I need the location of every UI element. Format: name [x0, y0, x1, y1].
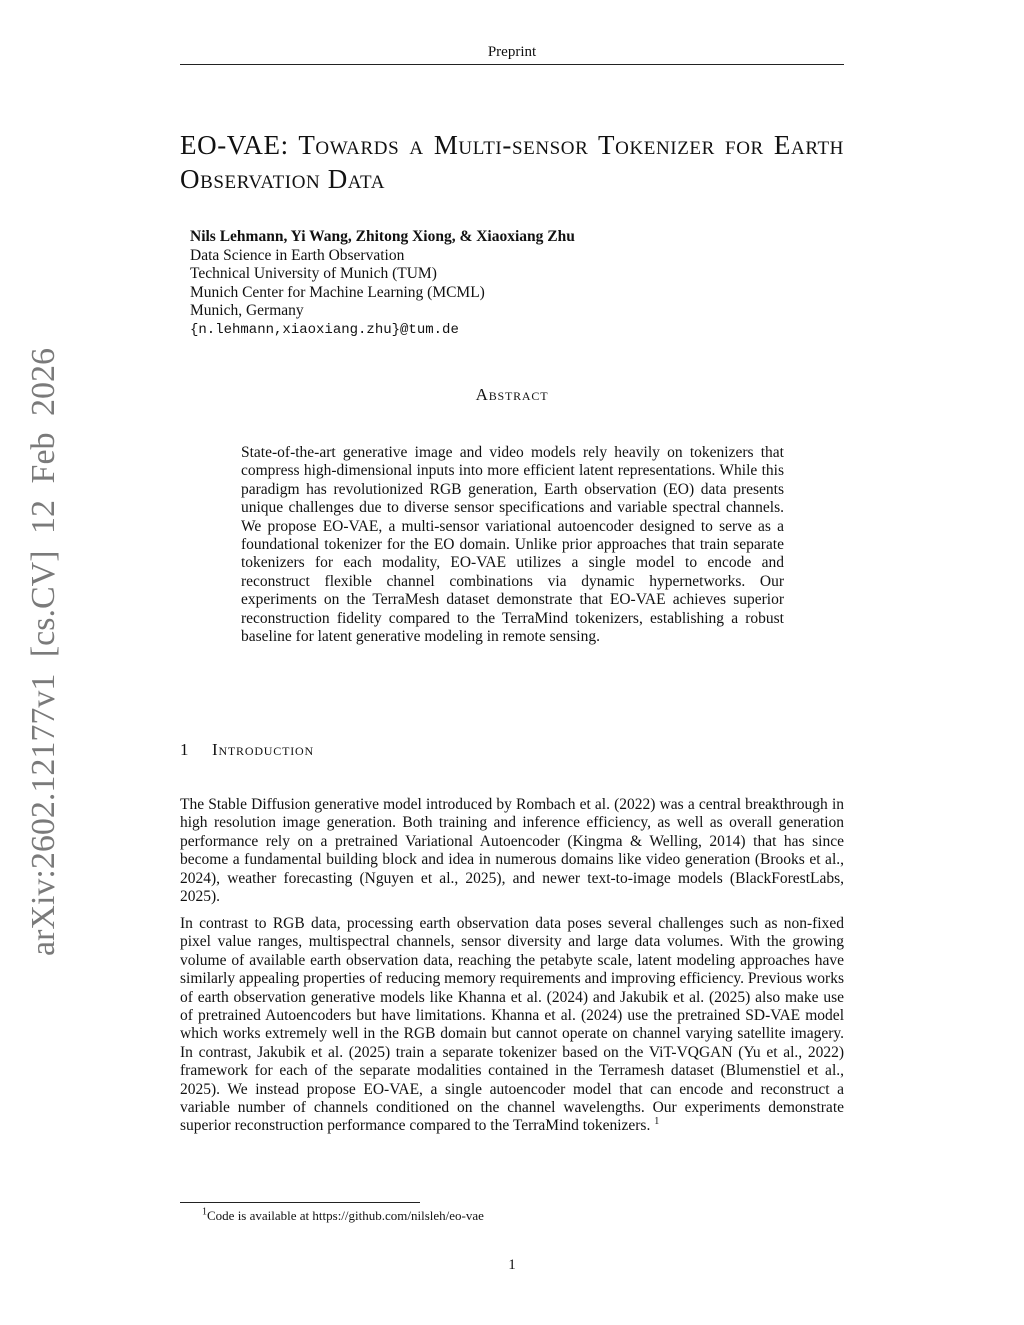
author-names: Nils Lehmann, Yi Wang, Zhitong Xiong, & Xiaoxiang Zhu: [190, 228, 575, 245]
running-header: Preprint: [180, 44, 844, 65]
affiliation-line: Data Science in Earth Observation: [190, 246, 405, 264]
footnote-divider: [180, 1202, 420, 1203]
footnote-mark: 1: [202, 1206, 207, 1218]
section-heading-introduction: [180, 740, 844, 760]
abstract-heading: Abstract: [475, 385, 549, 404]
intro-paragraph-2: [180, 915, 844, 1136]
section-title: Introduction: [212, 740, 314, 759]
intro-paragraph-1: The Stable Diffusion generative model introduced by Rombach et al. (2022) was a central breakthrough in high resolution image generation. Both training and inference efficiency, as well as overall generation performance rely on a pretrained Variational Autoencoder (Kingma & Welling, 2014) that has since become a fundamental building block and idea in numerous domains like video generation (Brooks et al., 2024), weather forecasting (Nguyen et al., 2025), and newer text-to-image models (BlackForestLabs, 2025).: [180, 796, 844, 906]
affiliation-line: Munich, Germany: [190, 302, 304, 320]
page-number: 1: [508, 1257, 516, 1273]
affiliation-line: Technical University of Munich (TUM): [190, 265, 437, 283]
footnote: [202, 1208, 802, 1224]
paper-title: EO-VAE: Towards a Multi-sensor Tokenizer for Earth Observation Data: [180, 130, 844, 194]
affiliation-line: Munich Center for Machine Learning (MCML): [190, 283, 485, 301]
intro-paragraph-2-text: In contrast to RGB data, processing earth observation data poses several challenges such as non-fixed pixel value ranges, multispectral channels, sensor diversity and large data volumes. With the growing volume of available earth observation data, reaching the petabyte scale, latent modeling approaches have similarly appealing properties of reducing memory requirements and improving efficiency. Previous works of earth observation generative models like Khanna et al. (2024) and Jakubik et al. (2025) also make use of pretrained Autoencoders but have limitations. Khanna et al. (2024) use the pretrained SD-VAE model which works extremely well in the RGB domain but cannot operate on channel varying satellite imagery. In contrast, Jakubik et al. (2025) train a separate tokenizer based on the ViT-VQGAN (Yu et al., 2022) framework for each of the separate modalities contained in the Terramesh dataset (Blumenstiel et al., 2025). We instead propose EO-VAE, a single autoencoder model that can encode and reconstruct a variable number of channels conditioned on the channel wavelengths. Our experiments demonstrate superior reconstruction performance compared to the TerraMind tokenizers.: [180, 915, 844, 1135]
footnote-marker[interactable]: 1: [654, 1116, 660, 1128]
author-email[interactable]: {n.lehmann,xiaoxiang.zhu}@tum.de: [190, 321, 459, 338]
section-number: 1: [180, 740, 190, 759]
footnote-text: Code is available at https://github.com/nilsleh/eo-vae: [207, 1208, 484, 1223]
abstract-text: State-of-the-art generative image and video models rely heavily on tokenizers that compress high-dimensional inputs into more efficient latent representations. While this paradigm has revolutionized RGB generation, Earth observation (EO) data presents unique challenges due to diverse sensor specifications and variable spectral channels. We propose EO-VAE, a multi-sensor variational autoencoder designed to serve as a foundational tokenizer for the EO domain. Unlike prior approaches that train separate tokenizers for each modality, EO-VAE utilizes a single model to encode and reconstruct flexible channel combinations via dynamic hypernetworks. Our experiments on the TerraMesh dataset demonstrate that EO-VAE achieves superior reconstruction fidelity compared to the TerraMind tokenizers, establishing a robust baseline for latent generative modeling in remote sensing.: [241, 444, 784, 646]
arxiv-side-stamp: arXiv:2602.12177v1 [cs.CV] 12 Feb 2026: [25, 347, 62, 956]
author-block: [190, 228, 790, 340]
